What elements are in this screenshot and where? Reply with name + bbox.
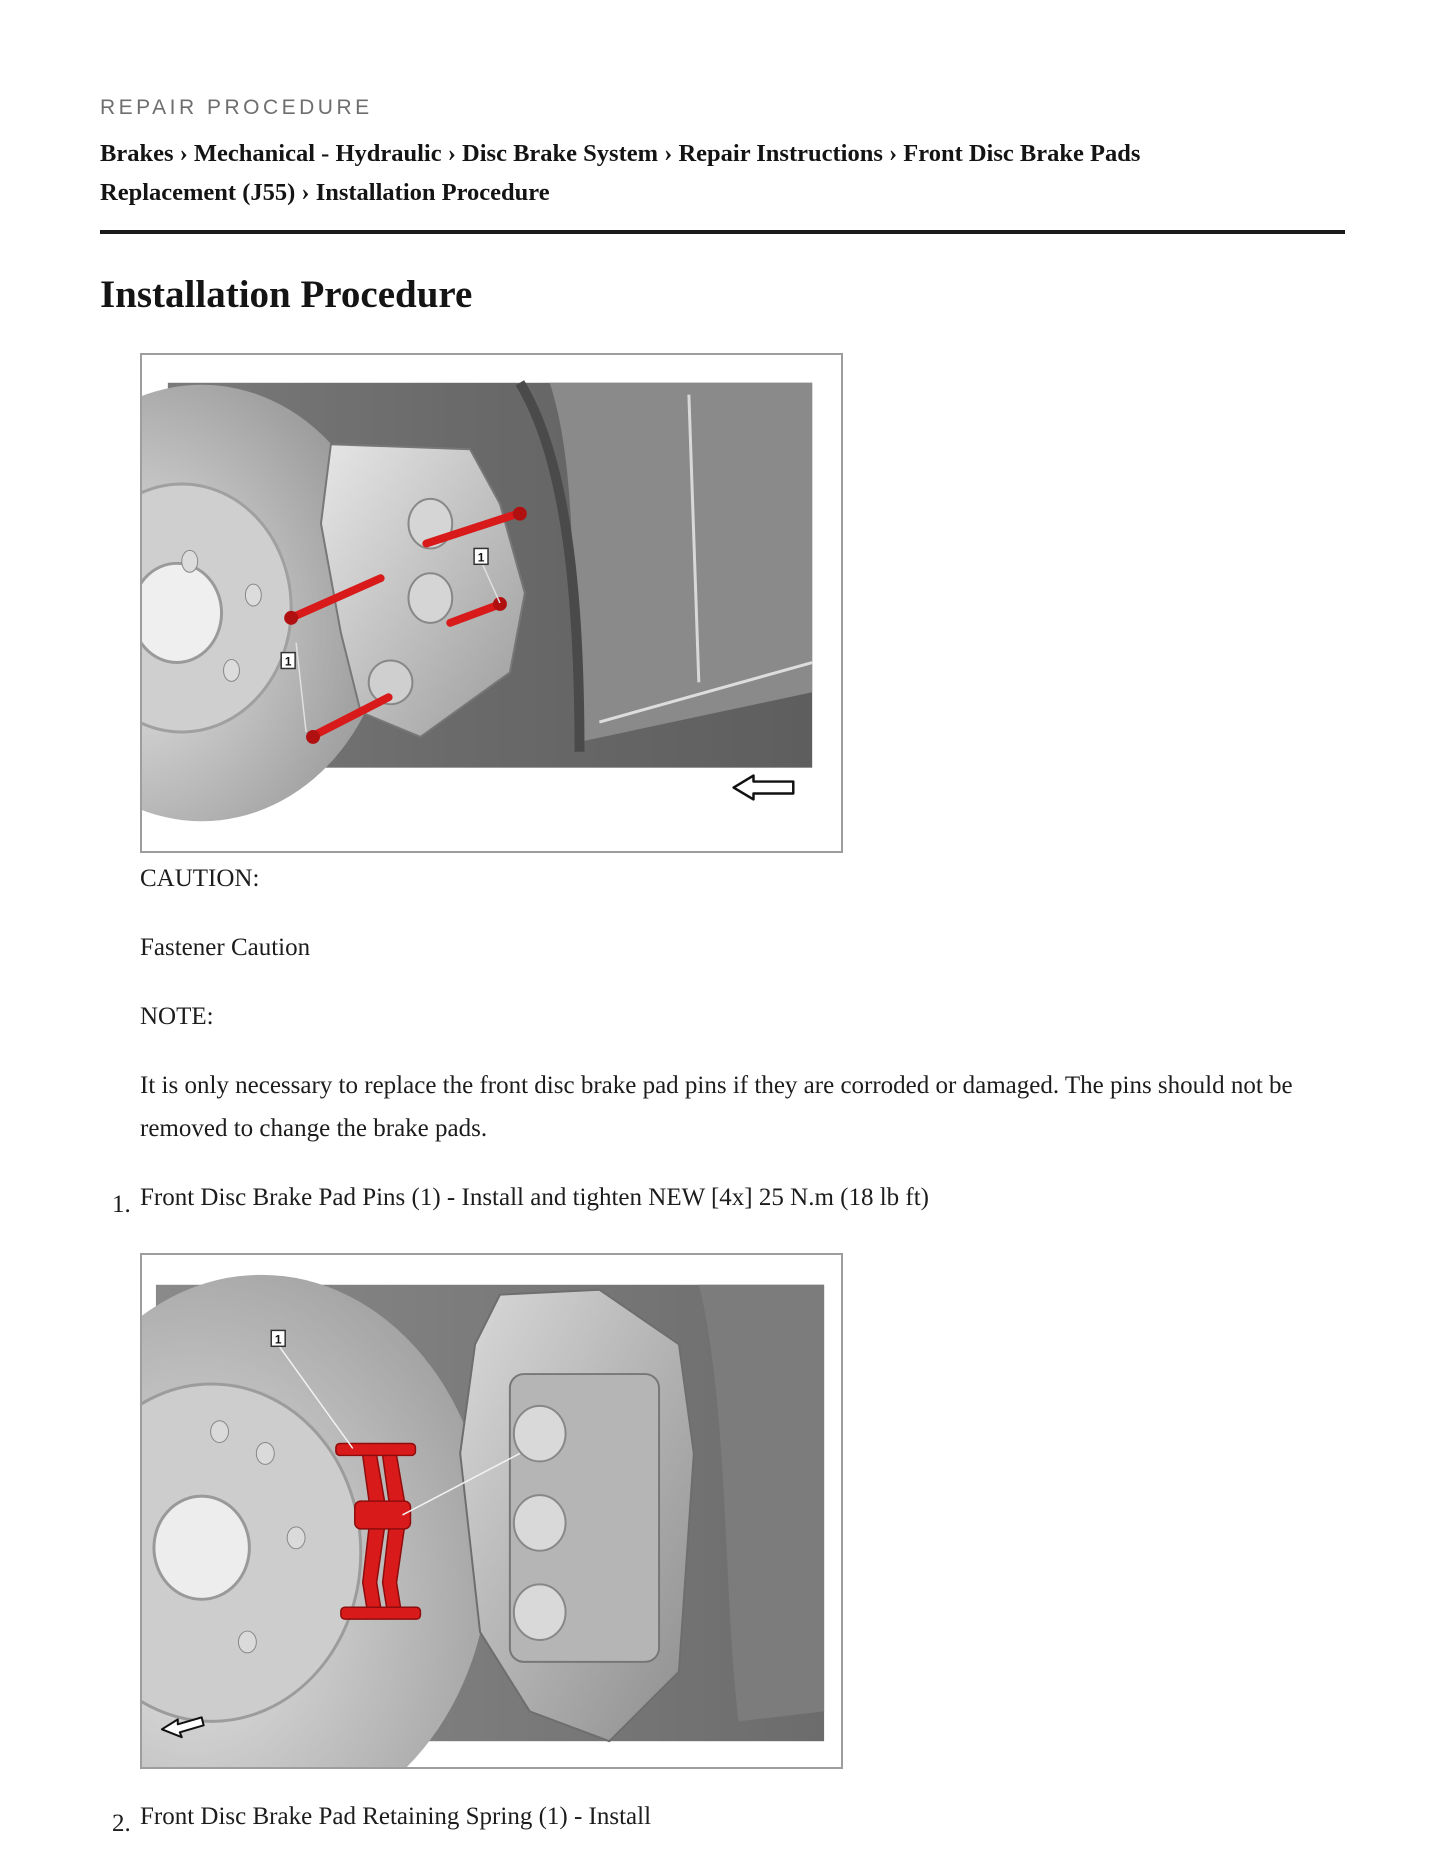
page-title: Installation Procedure bbox=[100, 273, 473, 316]
breadcrumb-separator: › bbox=[664, 140, 673, 167]
breadcrumb-item-brakes[interactable]: Brakes bbox=[100, 140, 174, 167]
figure-callout: 1 bbox=[477, 550, 485, 565]
step-1-illustration bbox=[140, 353, 843, 853]
breadcrumb-separator: › bbox=[179, 140, 188, 167]
procedure-steps bbox=[100, 353, 1345, 1838]
breadcrumb-item-mechanical-hydraulic[interactable]: Mechanical - Hydraulic bbox=[193, 140, 442, 167]
caliper-pins-illustration bbox=[142, 355, 841, 851]
breadcrumb-item-disc-brake-system[interactable]: Disc Brake System bbox=[462, 140, 659, 167]
step-2 bbox=[100, 1253, 1345, 1838]
step-1 bbox=[100, 353, 1345, 1219]
breadcrumb-item-front-disc-brake-pads[interactable]: Front Disc Brake Pads Replacement (J55) bbox=[100, 140, 1141, 206]
figure-callout: 1 bbox=[284, 654, 292, 669]
direction-arrow-icon bbox=[734, 776, 794, 800]
note-text: It is only necessary to replace the front disc brake pad pins if they are corroded or damaged. The pins should not be removed to change the brake pads. bbox=[140, 1072, 1293, 1142]
step-2-illustration bbox=[140, 1253, 843, 1769]
page-eyebrow: REPAIR PROCEDURE bbox=[100, 96, 373, 119]
caution-text[interactable]: Fastener Caution bbox=[140, 934, 311, 961]
step-number: 2. bbox=[112, 1810, 131, 1837]
step-number: 1. bbox=[112, 1191, 131, 1218]
breadcrumb bbox=[100, 134, 1260, 212]
header-divider bbox=[100, 230, 1345, 234]
step-1-instruction: Front Disc Brake Pad Pins (1) - Install and tighten NEW [4x] 25 N.m (18 lb ft) bbox=[140, 1184, 930, 1211]
retaining-spring-illustration bbox=[142, 1255, 841, 1767]
step-2-instruction: Front Disc Brake Pad Retaining Spring (1) - Install bbox=[140, 1803, 652, 1830]
note-label: NOTE: bbox=[140, 1003, 214, 1030]
breadcrumb-separator: › bbox=[447, 140, 456, 167]
caution-label: CAUTION: bbox=[140, 865, 260, 892]
figure-callout: 1 bbox=[274, 1332, 282, 1347]
breadcrumb-separator: › bbox=[889, 140, 898, 167]
breadcrumb-item-installation-procedure: Installation Procedure bbox=[315, 179, 550, 206]
breadcrumb-separator: › bbox=[301, 179, 310, 206]
breadcrumb-item-repair-instructions[interactable]: Repair Instructions bbox=[678, 140, 883, 167]
